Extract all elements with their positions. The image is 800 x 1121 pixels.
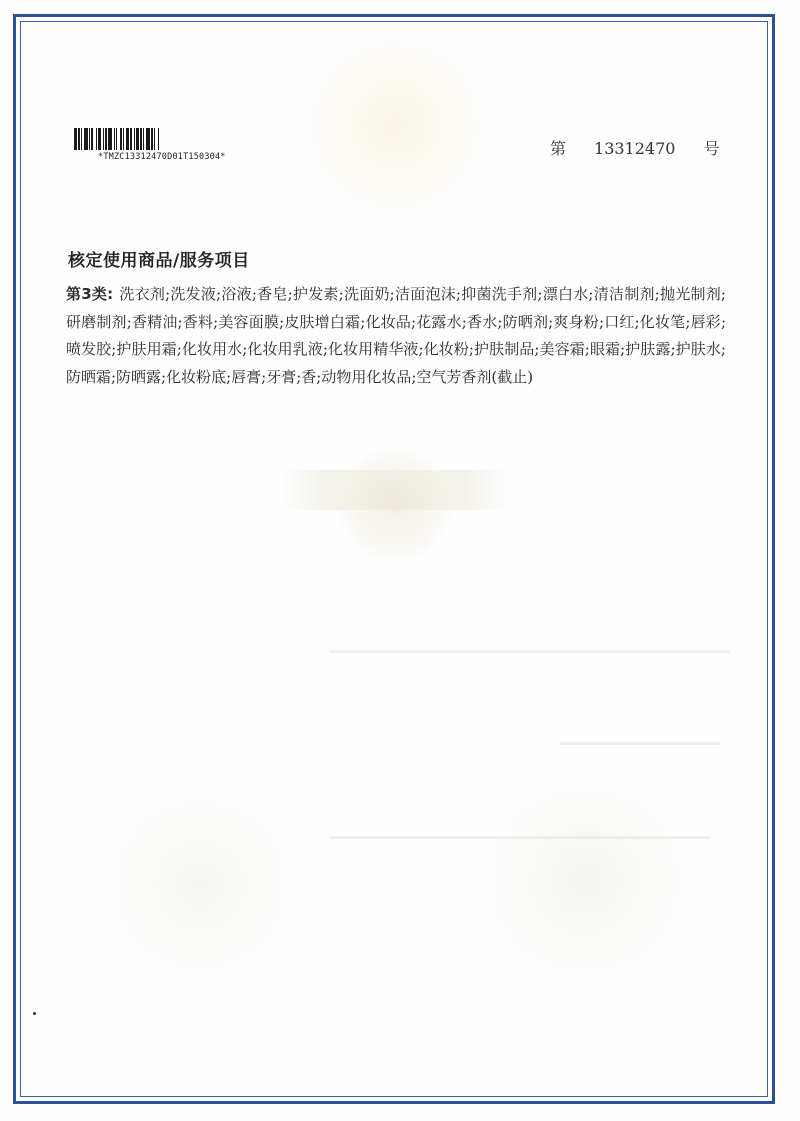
barcode-text: *TMZC13312470D01T150304* <box>98 152 226 162</box>
barcode-bar <box>159 128 160 150</box>
registration-suffix: 号 <box>703 139 720 158</box>
watermark-seal <box>305 40 485 210</box>
registration-number <box>550 136 719 159</box>
registration-number-value: 13312470 <box>594 139 676 158</box>
watermark-line <box>330 650 730 653</box>
section-heading: 核定使用商品/服务项目 <box>68 251 250 271</box>
barcode <box>72 128 282 162</box>
watermark-line <box>560 742 720 745</box>
barcode-bars <box>74 128 269 150</box>
watermark-emblem <box>330 450 460 560</box>
watermark-bottom-left <box>100 800 300 970</box>
ink-dot <box>33 1012 36 1015</box>
goods-items: 洗衣剂;洗发液;浴液;香皂;护发素;洗面奶;洁面泡沫;抑菌洗手剂;漂白水;清洁制剂;抛光制剂;研磨制剂;香精油;香料;美容面膜;皮肤增白霜;化妆品;花露水;香水;防晒剂;爽身粉;口红;化妆笔;唇彩;喷发胶;护肤用霜;化妆用水;化妆用乳液;化妆用精华液;化妆粉;护肤制品;美容霜;眼霜;护肤露;护肤水;防晒霜;防晒露;化妆粉底;唇膏;牙膏;香;动物用化妆品;空气芳香剂(截止) <box>66 285 726 386</box>
goods-list <box>66 281 726 391</box>
class-label: 第3类: <box>66 285 114 303</box>
watermark-line <box>330 836 710 839</box>
watermark-bottom-right <box>470 790 700 970</box>
registration-prefix: 第 <box>550 139 567 158</box>
